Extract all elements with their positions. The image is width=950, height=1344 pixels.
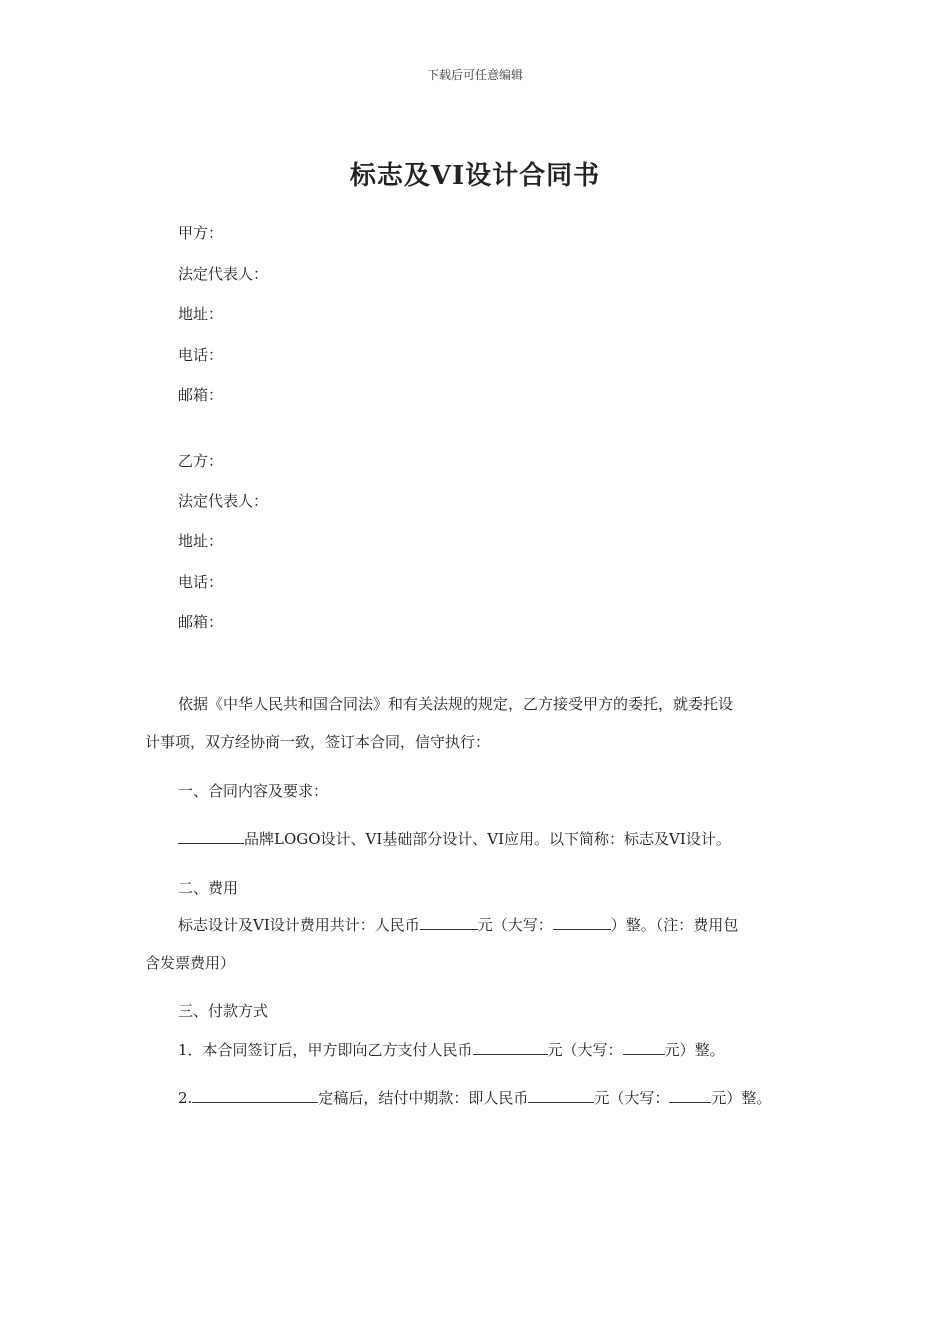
party-a-phone: 电话： xyxy=(178,346,224,364)
party-b-label: 乙方： xyxy=(178,452,224,470)
blank-line xyxy=(623,1040,665,1055)
document-title: 标志及VI设计合同书 xyxy=(349,161,601,191)
blank-line xyxy=(420,915,478,930)
intro-line-2: 计事项，双方经协商一致，签订本合同，信守执行： xyxy=(145,733,491,751)
item2-num: 2. xyxy=(178,1089,193,1107)
page-header: 下载后可任意编辑 xyxy=(426,68,523,82)
item2-text-b: 元（大写： xyxy=(594,1089,670,1107)
section2-heading: 二、费用 xyxy=(178,879,239,897)
item1-text-c: 元）整。 xyxy=(664,1041,725,1059)
blank-line xyxy=(669,1088,711,1103)
party-b-phone: 电话： xyxy=(178,573,224,591)
item2-text-c: 元）整。 xyxy=(711,1089,772,1107)
party-b-rep: 法定代表人： xyxy=(178,492,269,510)
blank-line xyxy=(528,1088,594,1103)
section3-heading: 三、付款方式 xyxy=(178,1002,269,1020)
party-b-address: 地址： xyxy=(178,532,224,550)
blank-line xyxy=(473,1040,548,1055)
section2-text-c: ）整。（注：费用包 xyxy=(610,916,739,934)
section2-line-1 xyxy=(178,915,738,935)
blank-line xyxy=(178,829,244,844)
section1-content-line xyxy=(178,829,731,849)
intro-line-1: 依据《中华人民共和国合同法》和有关法规的规定，乙方接受甲方的委托，就委托设 xyxy=(178,695,734,713)
section2-text-b: 元（大写： xyxy=(477,916,553,934)
blank-line xyxy=(553,915,611,930)
section3-item-1 xyxy=(178,1040,725,1060)
party-b-email: 邮箱： xyxy=(178,613,224,631)
party-a-email: 邮箱： xyxy=(178,386,224,404)
party-a-rep: 法定代表人： xyxy=(178,265,269,283)
section2-line-2: 含发票费用） xyxy=(145,954,236,972)
section2-text-a: 标志设计及VI设计费用共计：人民币 xyxy=(178,916,420,934)
section1-content: 品牌LOGO设计、VI基础部分设计、VI应用。以下简称：标志及VI设计。 xyxy=(244,830,731,848)
section3-item-2 xyxy=(178,1088,771,1108)
item2-text-a: 定稿后，结付中期款：即人民币 xyxy=(318,1089,529,1107)
section1-heading: 一、合同内容及要求： xyxy=(178,782,329,800)
item1-text-b: 元（大写： xyxy=(547,1041,623,1059)
party-a-label: 甲方： xyxy=(178,224,224,242)
party-a-address: 地址： xyxy=(178,305,224,323)
item1-text-a: 1．本合同签订后，甲方即向乙方支付人民币 xyxy=(178,1041,473,1059)
blank-line xyxy=(192,1088,318,1103)
